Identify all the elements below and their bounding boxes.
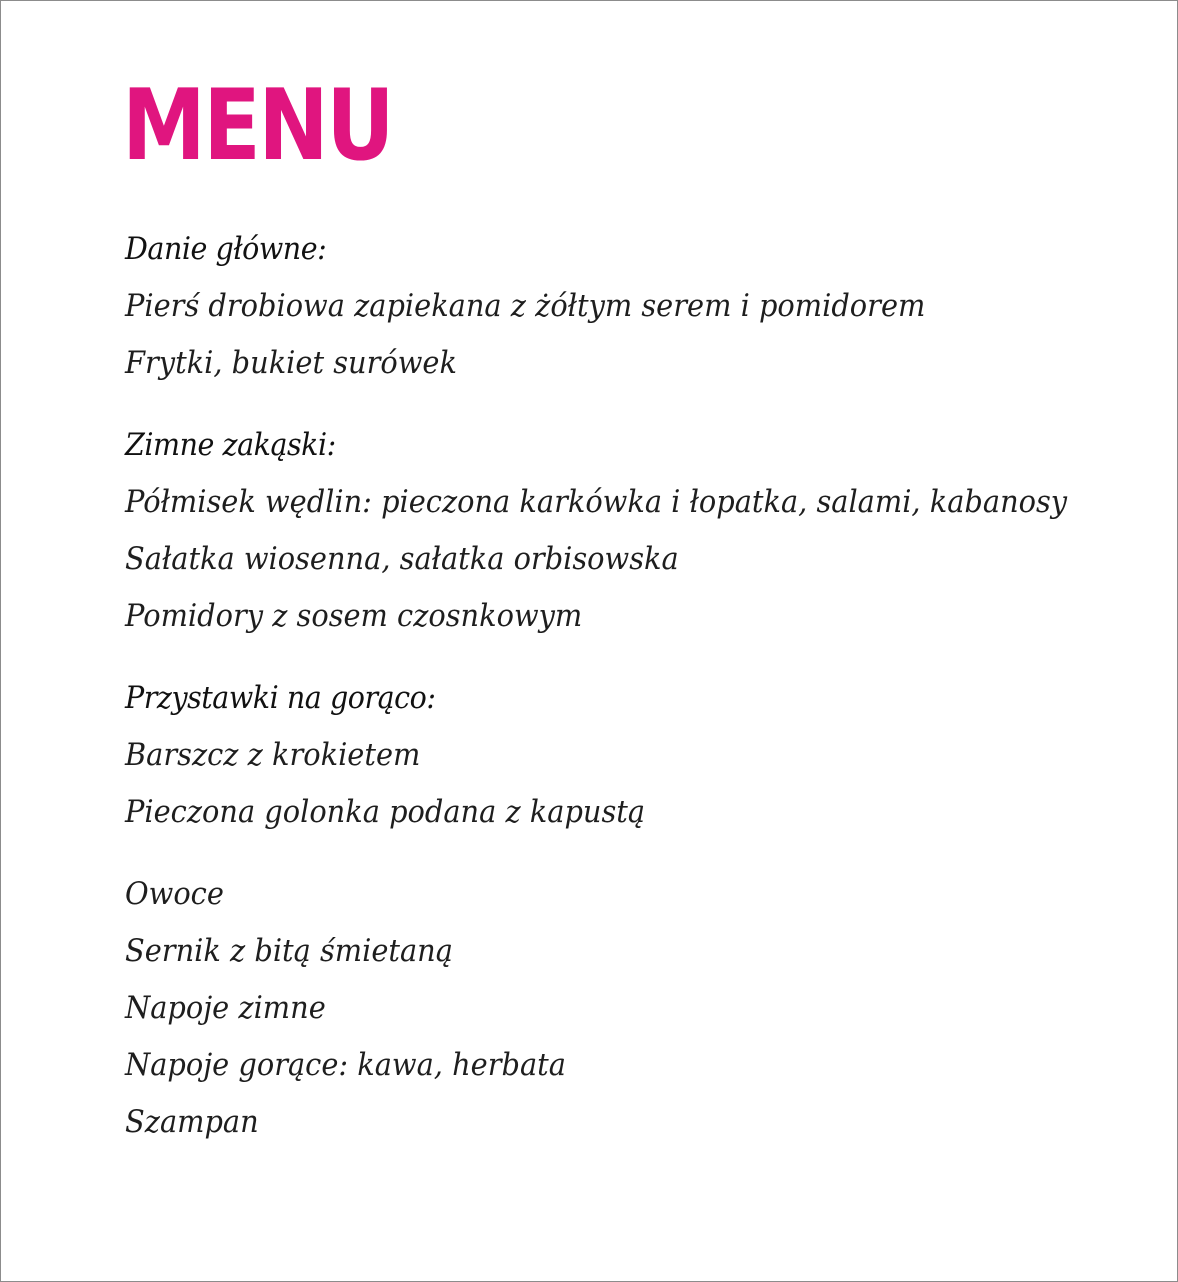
menu-item: Sałatka wiosenna, sałatka orbisowska: [125, 541, 679, 577]
section-main-course: [125, 221, 1165, 392]
section-heading: Przystawki na gorąco:: [125, 680, 436, 716]
section-heading: Zimne zakąski:: [125, 427, 336, 463]
menu-item: Pomidory z sosem czosnkowym: [125, 598, 583, 634]
section-cold-appetizers: [125, 417, 1165, 645]
section-desserts-drinks: [125, 866, 1165, 1151]
menu-item: Pierś drobiowa zapiekana z żółtym serem i pomidorem: [125, 288, 926, 324]
menu-content: [125, 221, 1165, 1151]
section-heading: Danie główne:: [125, 231, 327, 267]
menu-item: Frytki, bukiet surówek: [125, 345, 457, 381]
menu-item: Półmisek wędlin: pieczona karkówka i łopatka, salami, kabanosy: [125, 484, 1068, 520]
menu-item: Szampan: [125, 1104, 259, 1140]
menu-item: Napoje zimne: [125, 990, 326, 1026]
menu-item: Napoje gorące: kawa, herbata: [125, 1047, 566, 1083]
menu-item: Owoce: [125, 876, 224, 912]
menu-item: Barszcz z krokietem: [125, 737, 421, 773]
menu-item: Sernik z bitą śmietaną: [125, 933, 453, 969]
menu-title: MENU: [122, 69, 393, 183]
section-hot-appetizers: [125, 670, 1165, 841]
menu-item: Pieczona golonka podana z kapustą: [125, 794, 646, 830]
